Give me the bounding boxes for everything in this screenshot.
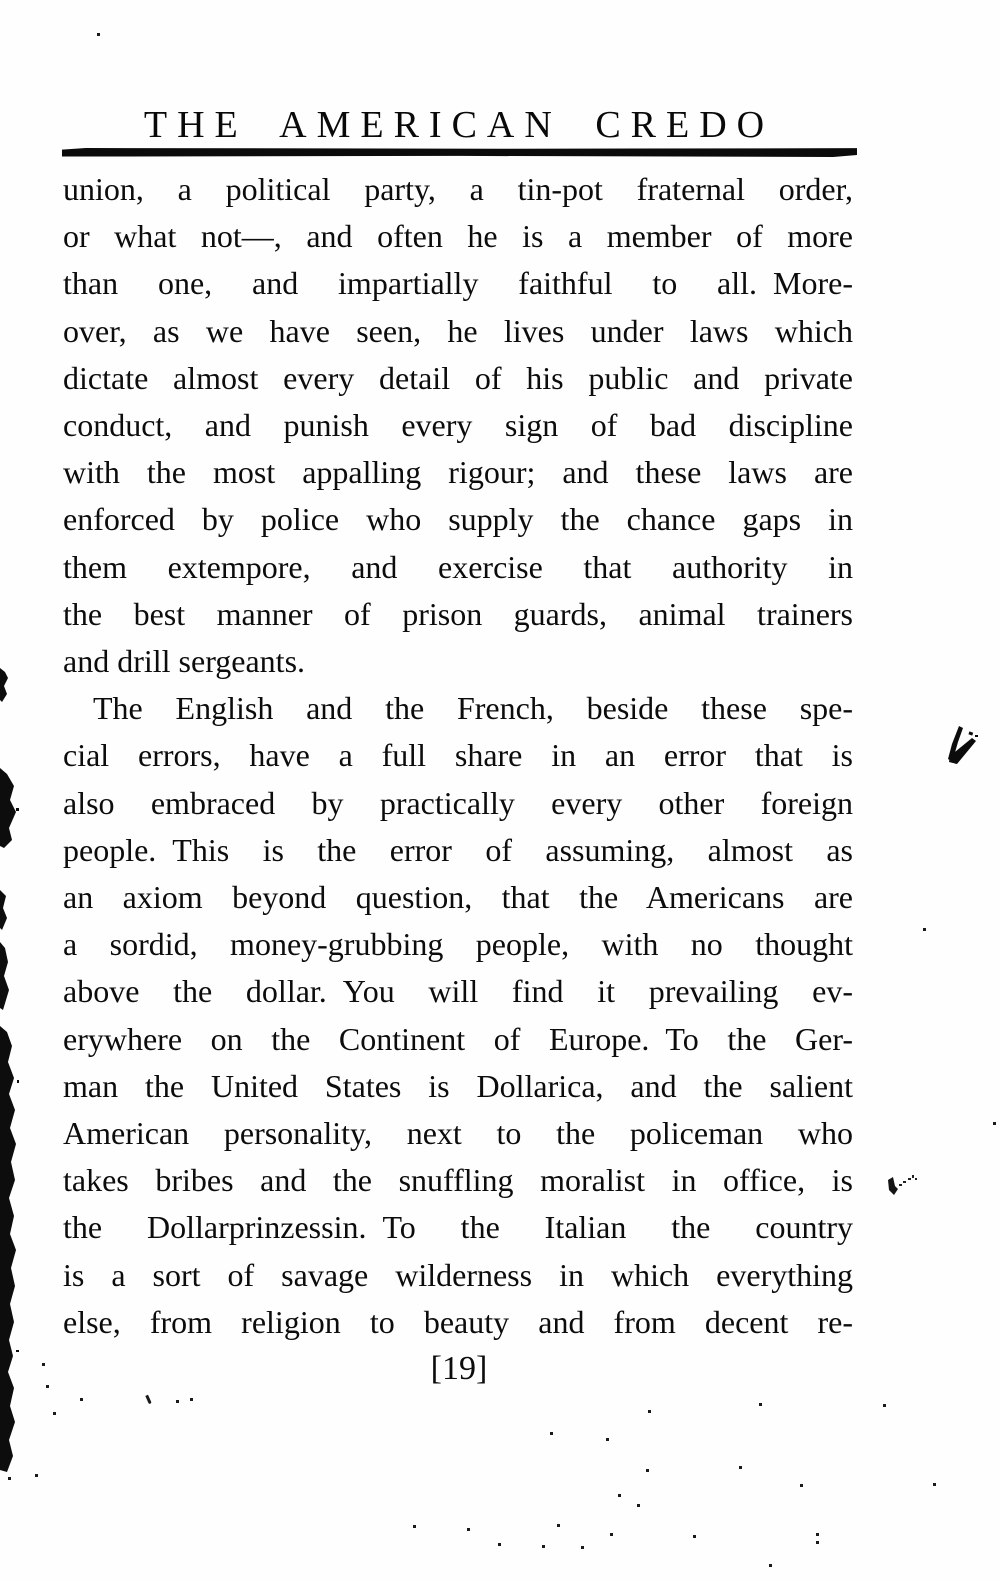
running-head-title: THE AMERICAN CREDO bbox=[143, 104, 775, 146]
text-line: people. This is the error of assuming, almost as bbox=[63, 831, 853, 868]
text-line: a sordid, money-grubbing people, with no thought bbox=[63, 926, 853, 963]
text-line: The English and the French, beside these spe- bbox=[93, 690, 853, 727]
handwritten-check-mark-large bbox=[942, 726, 980, 768]
text-line: dictate almost every detail of his public and private bbox=[63, 359, 853, 396]
text-line: conduct, and punish every sign of bad discipline bbox=[63, 407, 853, 444]
page-number: [19] bbox=[430, 1350, 488, 1387]
text-line: enforced by police who supply the chance gaps in bbox=[63, 501, 853, 538]
text-line: an axiom beyond question, that the Americans are bbox=[63, 879, 853, 916]
body-text bbox=[63, 166, 853, 1346]
text-line: the best manner of prison guards, animal trainers bbox=[63, 595, 853, 632]
text-line: than one, and impartially faithful to all. More- bbox=[63, 265, 853, 302]
header-rule-divider bbox=[62, 148, 857, 157]
scan-dust-specks bbox=[0, 0, 3, 3]
text-line: with the most appalling rigour; and these laws are bbox=[63, 454, 853, 491]
text-line: is a sort of savage wilderness in which everything bbox=[63, 1256, 853, 1293]
text-line: American personality, next to the policeman who bbox=[63, 1115, 853, 1152]
text-line: or what not—, and often he is a member of more bbox=[63, 218, 853, 255]
text-line: over, as we have seen, he lives under laws which bbox=[63, 312, 853, 349]
stray-pen-mark bbox=[145, 1395, 151, 1404]
text-line: union, a political party, a tin-pot fraternal order, bbox=[63, 171, 853, 207]
text-line: and drill sergeants. bbox=[63, 643, 306, 680]
handwritten-check-mark-small bbox=[884, 1172, 918, 1200]
text-line: man the United States is Dollarica, and the salient bbox=[63, 1067, 853, 1104]
text-line: above the dollar. You will find it prevailing ev- bbox=[63, 973, 853, 1010]
scan-edge-artifact bbox=[0, 650, 20, 1485]
text-line: erywhere on the Continent of Europe. To the Ger- bbox=[63, 1020, 853, 1057]
text-line: takes bribes and the snuffling moralist in office, is bbox=[63, 1162, 853, 1199]
text-line: them extempore, and exercise that authority in bbox=[63, 548, 853, 585]
text-line: also embraced by practically every other foreign bbox=[63, 784, 853, 821]
text-line: the Dollarprinzessin. To the Italian the country bbox=[63, 1209, 853, 1246]
text-line: else, from religion to beauty and from decent re- bbox=[63, 1303, 853, 1340]
text-line: cial errors, have a full share in an error that is bbox=[63, 737, 853, 774]
